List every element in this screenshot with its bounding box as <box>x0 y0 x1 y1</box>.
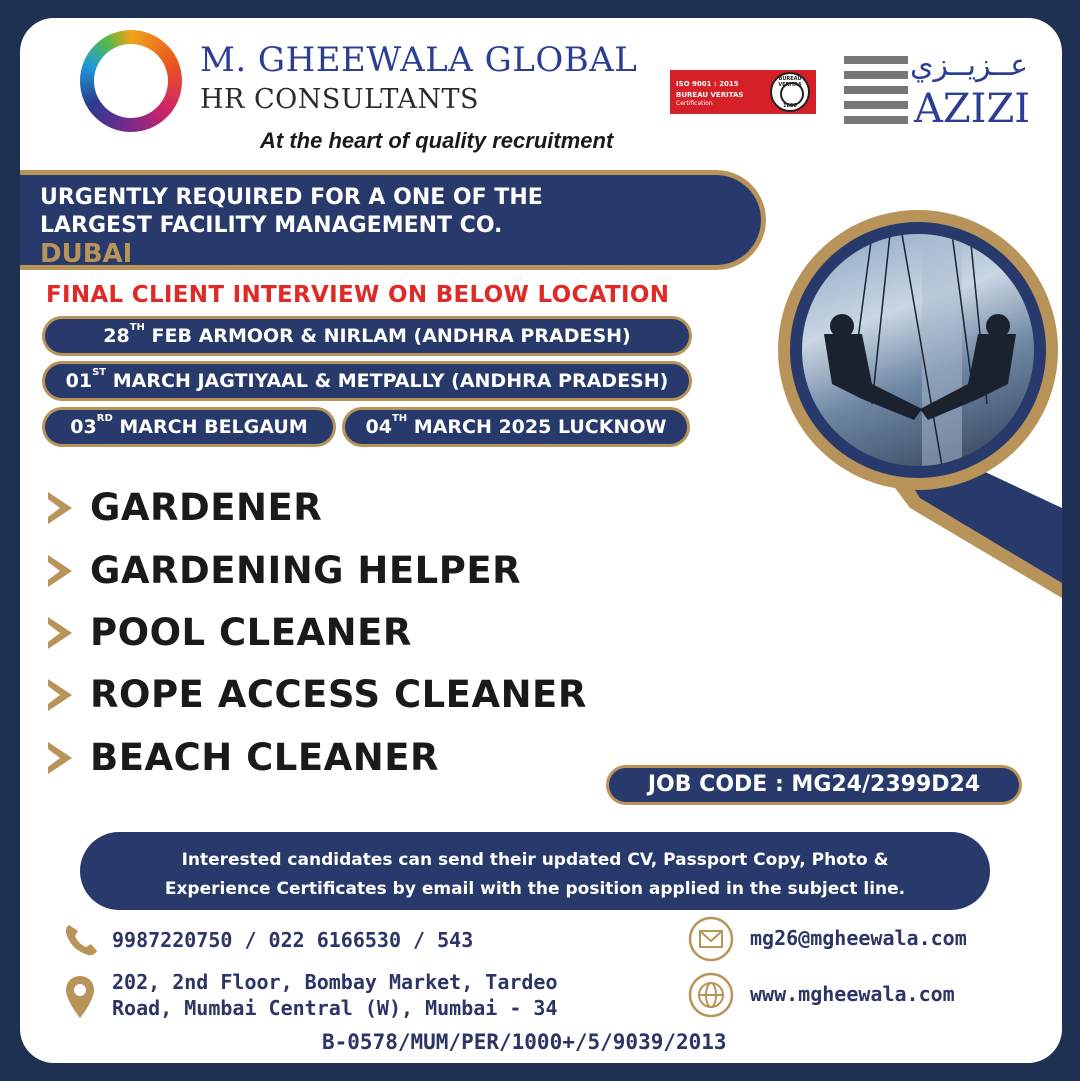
job-title: POOL CLEANER <box>90 611 412 654</box>
poster-card <box>20 18 1062 1063</box>
interview-pill-4 <box>342 407 690 447</box>
interview-day-suffix: RD <box>96 413 113 424</box>
interview-day: 04 <box>365 416 392 438</box>
chevron-right-icon <box>48 492 72 524</box>
interview-details: FEB ARMOOR & NIRLAM (ANDHRA PRADESH) <box>144 325 631 347</box>
interview-pill-1 <box>42 316 692 356</box>
headline-line2: LARGEST FACILITY MANAGEMENT CO. <box>40 213 503 238</box>
interview-day: 28 <box>103 325 130 347</box>
job-code-badge: JOB CODE : MG24/2399D24 <box>606 765 1022 805</box>
interview-heading: FINAL CLIENT INTERVIEW ON BELOW LOCATION <box>46 282 670 308</box>
job-title: BEACH CLEANER <box>90 736 439 779</box>
tagline: At the heart of quality recruitment <box>260 128 614 153</box>
company-logo-ring <box>80 30 182 132</box>
globe-icon <box>688 972 734 1018</box>
job-title: ROPE ACCESS CLEANER <box>90 673 587 716</box>
interview-day: 01 <box>65 370 93 392</box>
email-link[interactable]: mg26@mgheewala.com <box>750 926 967 950</box>
phone-icon <box>62 922 100 958</box>
interview-day: 03 <box>70 416 97 438</box>
note-line2: Experience Certificates by email with the position applied in the subject line. <box>164 879 906 899</box>
seal-year: 1828 <box>783 103 797 109</box>
chevron-right-icon <box>48 555 72 587</box>
interview-pill-3 <box>42 407 336 447</box>
phone-numbers[interactable]: 9987220750 / 022 6166530 / 543 <box>112 928 474 952</box>
seal-top-text: BUREAU VERITAS <box>778 76 802 88</box>
interview-day-suffix: TH <box>129 322 145 333</box>
headline-line1: URGENTLY REQUIRED FOR A ONE OF THE <box>40 185 543 210</box>
azizi-logo-bars-icon <box>844 56 908 131</box>
chevron-right-icon <box>48 679 72 711</box>
mail-icon <box>688 916 734 962</box>
cert-name: BUREAU VERITAS <box>676 91 744 99</box>
interview-details: MARCH 2025 LUCKNOW <box>407 416 667 438</box>
interview-day-suffix: TH <box>391 413 408 424</box>
application-note <box>80 832 990 910</box>
headline-banner <box>20 170 766 270</box>
job-title: GARDENING HELPER <box>90 549 522 592</box>
brand-subtitle: HR CONSULTANTS <box>200 84 480 115</box>
certification-badge <box>670 70 816 114</box>
interview-details: MARCH JAGTIYAAL & METPALLY (ANDHRA PRADESH) <box>106 370 669 392</box>
iso-label: ISO 9001 : 2015 <box>676 80 739 88</box>
brand-name: M. GHEEWALA GLOBAL <box>200 40 638 80</box>
location-pin-icon <box>64 974 96 1020</box>
rope-access-workers-photo <box>802 234 1034 466</box>
cert-sub: Certification <box>676 100 713 107</box>
chevron-right-icon <box>48 617 72 649</box>
azizi-english: AZIZI <box>914 86 1031 132</box>
headline-location: DUBAI <box>40 239 133 269</box>
azizi-arabic: عــزيــزي <box>910 48 1028 83</box>
license-number: B-0578/MUM/PER/1000+/5/9039/2013 <box>322 1030 727 1054</box>
address-line2: Road, Mumbai Central (W), Mumbai - 34 <box>112 996 558 1020</box>
interview-details: MARCH BELGAUM <box>112 416 308 438</box>
bureau-veritas-seal-icon <box>770 72 810 112</box>
job-title: GARDENER <box>90 486 323 529</box>
note-line1: Interested candidates can send their updated CV, Passport Copy, Photo & <box>181 850 889 870</box>
website-link[interactable]: www.mgheewala.com <box>750 982 955 1006</box>
address-line1: 202, 2nd Floor, Bombay Market, Tardeo <box>112 970 558 994</box>
interview-pill-2 <box>42 361 692 401</box>
interview-day-suffix: ST <box>92 367 107 378</box>
chevron-right-icon <box>48 742 72 774</box>
